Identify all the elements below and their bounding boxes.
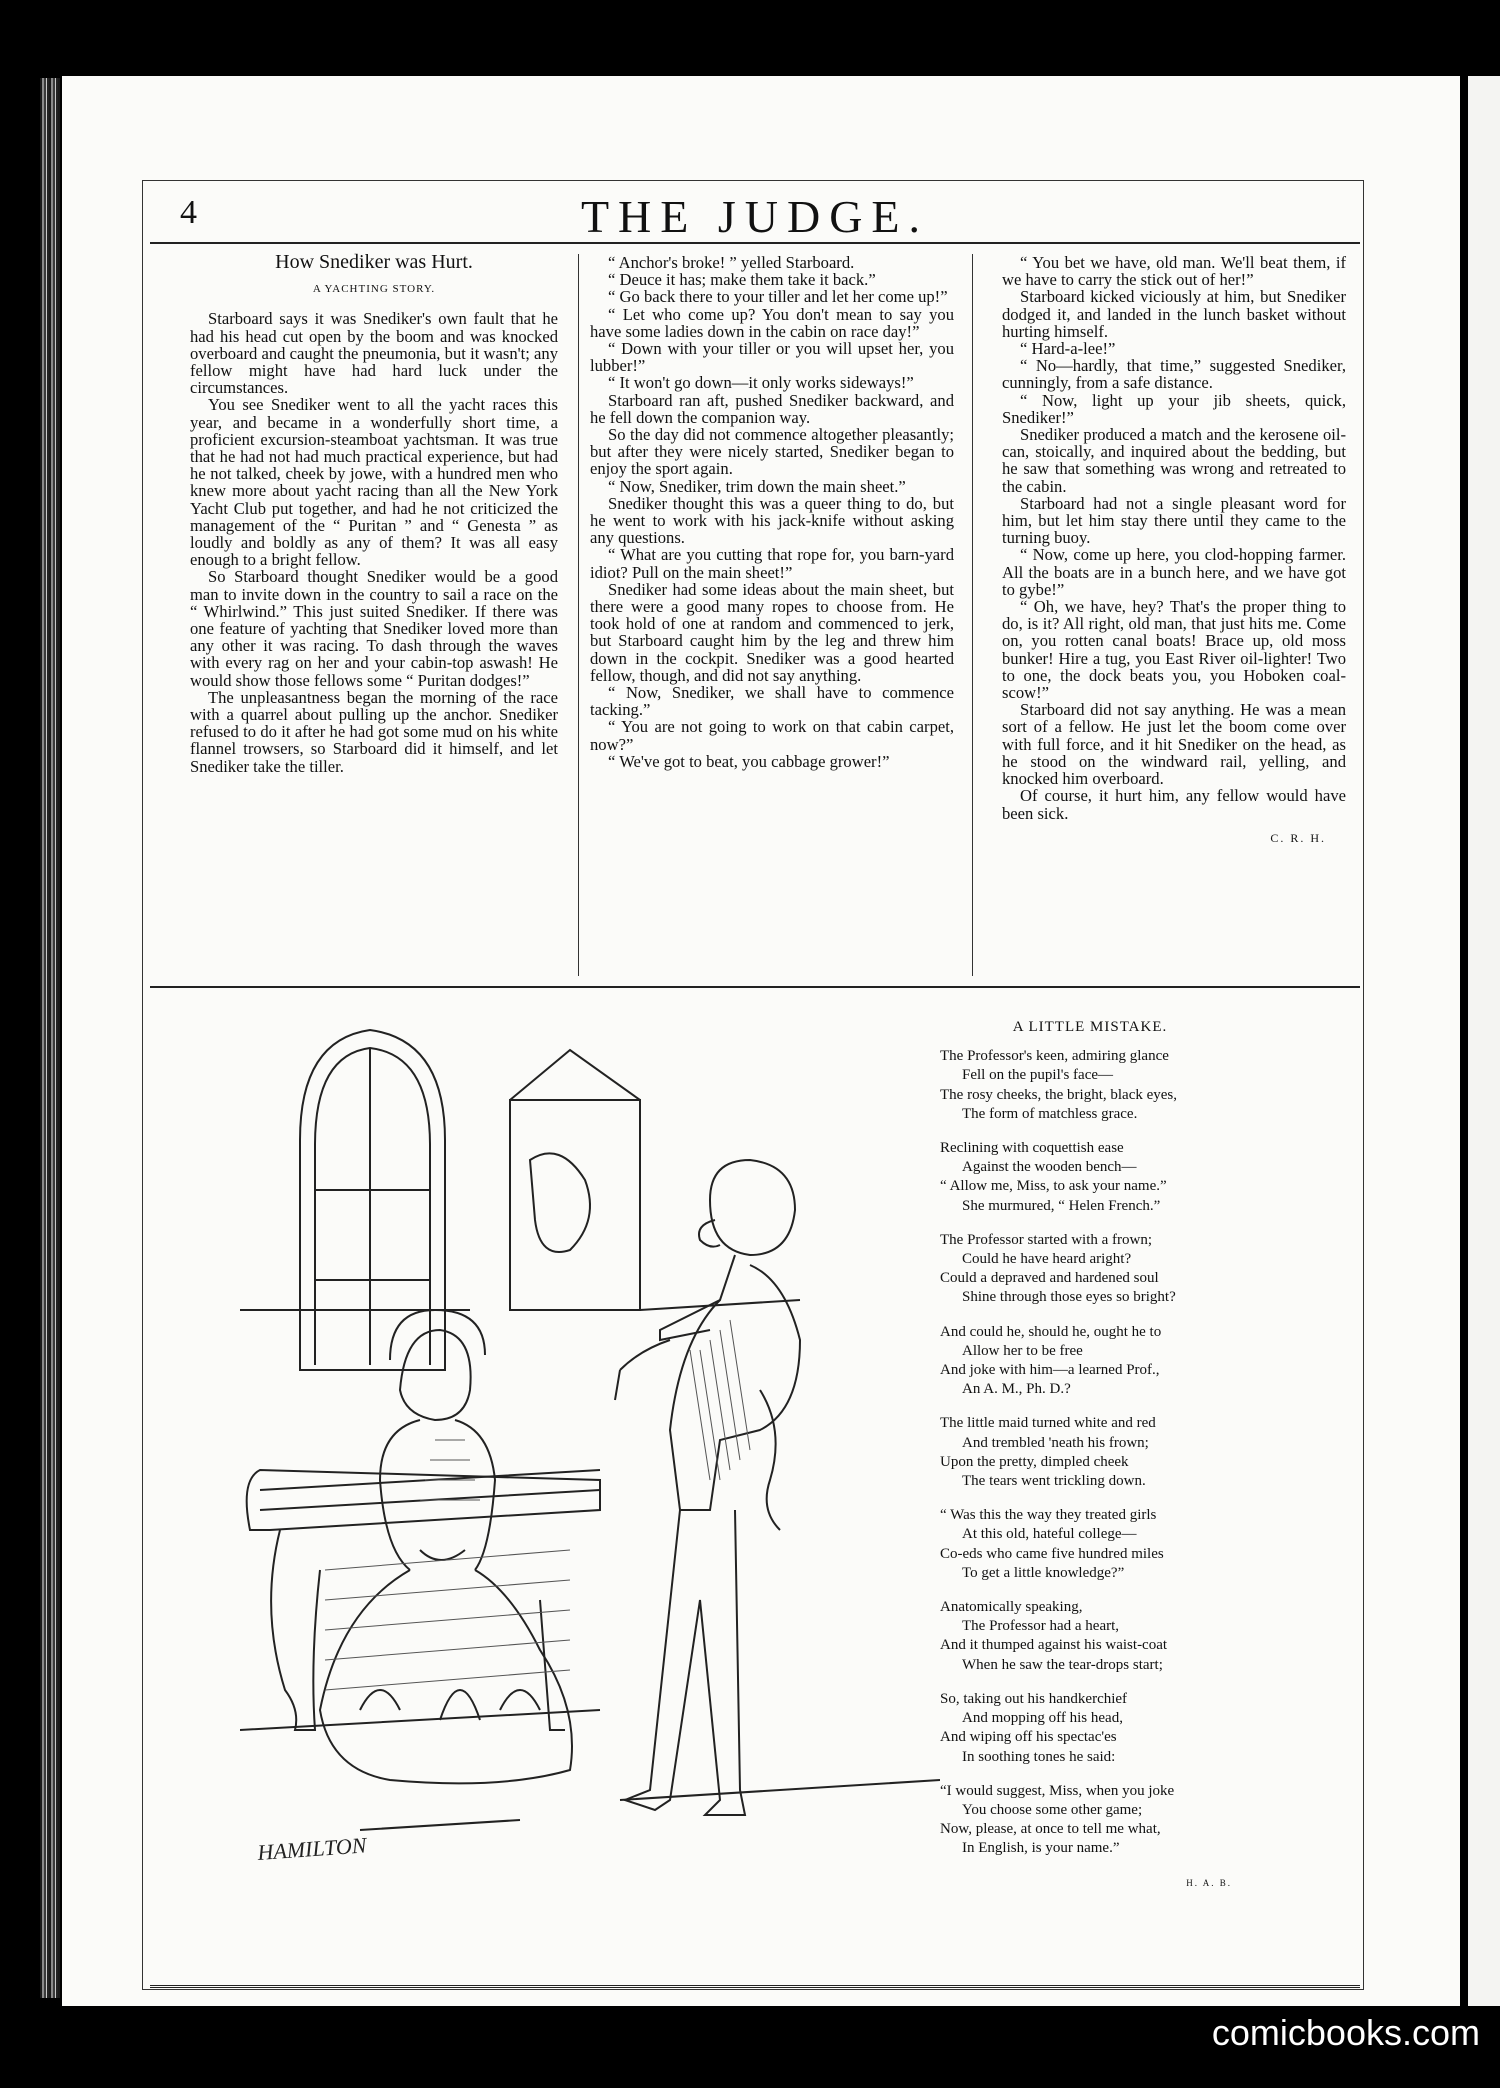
story-signature: C. R. H. [1270,830,1326,845]
poem-line: At this old, hateful college— [962,1526,1137,1543]
story-paragraph: “ No—hardly, that time,” suggested Snediker, cunningly, from a safe distance. [1002,356,1346,393]
section-rule [150,986,1360,988]
bottom-rule [150,1985,1360,1988]
story-paragraph: “ Deuce it has; make them take it back.” [608,270,876,290]
story-paragraph: “ Now, light up your jib sheets, quick, Snediker!” [1002,390,1346,427]
story-paragraph: Starboard kicked viciously at him, but Snediker dodged it, and landed in the lunch basket without hurting himself. [1002,287,1346,341]
story-paragraph: “ Go back there to your tiller and let her come up!” [608,287,948,307]
poem-line: Could he have heard aright? [962,1251,1132,1268]
poem-line: Reclining with coquettish ease [940,1140,1124,1157]
column-divider [578,254,579,976]
story-paragraph: Of course, it hurt him, any fellow would have been sick. [1002,786,1346,823]
poem-line: An A. M., Ph. D.? [962,1381,1071,1398]
poem-line: The Professor started with a frown; [940,1231,1153,1248]
newspaper-title: THE JUDGE. [580,191,930,242]
poem-stanza [940,1690,1240,1767]
poem-line: You choose some other game; [962,1801,1143,1818]
poem-line: Shine through those eyes so bright? [962,1289,1176,1306]
artist-signature: HAMILTON [256,1832,368,1865]
story-paragraph: “ Now, Snediker, trim down the main sheet.” [608,476,906,496]
watermark: comicbooks.com [1211,2012,1480,2053]
poem-line: Fell on the pupil's face— [962,1067,1114,1084]
poem-line: Upon the pretty, dimpled cheek [940,1453,1129,1470]
poem-line: Co-eds who came five hundred miles [940,1545,1164,1562]
story-column-3 [1002,254,1346,847]
poem-line: “ Allow me, Miss, to ask your name.” [940,1178,1167,1195]
story-paragraph: “ You are not going to work on that cabin carpet, now?” [590,717,954,754]
poem-line: Now, please, at once to tell me what, [940,1821,1161,1838]
poem-line: To get a little knowledge?” [962,1564,1125,1581]
story-paragraph: “ Now, Snediker, we shall have to commence tacking.” [590,683,954,720]
poem-line: In soothing tones he said: [962,1748,1116,1765]
poem-line: When he saw the tear-drops start; [962,1656,1163,1673]
poem-title: A LITTLE MISTAKE. [1012,1019,1168,1035]
poem-stanza [940,1139,1240,1216]
story-paragraph: “ Anchor's broke! ” yelled Starboard. [608,253,855,272]
illustration [240,1010,940,1880]
poem-stanza [940,1414,1240,1491]
story-paragraph: So Starboard thought Snediker would be a good man to invite down in the country to sail a race on the “ Whirlwind.” This just suited Snediker. If there was one feature of yachting that Snediker loved more than any other it was racing. To dash through the waves with every rag on her and your cabin-top aswash! He would show those fellows some “ Puritan dodges!” [190,567,558,690]
poem-stanza [940,1323,1240,1400]
poem-line: She murmured, “ Helen French.” [962,1197,1161,1214]
poem-line: “ Was this the way they treated girls [940,1507,1157,1524]
poem-line: The Professor's keen, admiring glance [940,1048,1169,1065]
book-spine [40,78,60,1998]
poem-stanza [940,1598,1240,1675]
story-title: How Snediker was Hurt. [275,251,473,273]
poem-line: And mopping off his head, [962,1710,1123,1727]
poem-stanza [940,1231,1240,1308]
story-column-1 [190,251,558,776]
poem-line: And it thumped against his waist-coat [940,1637,1168,1654]
poem-stanza [940,1782,1240,1859]
story-paragraph: “ Let who come up? You don't mean to say you have some ladies down in the cabin on race day!” [590,304,954,341]
poem-line: And could he, should he, ought he to [940,1323,1162,1340]
poem [940,1018,1240,1893]
poem-line: The form of matchless grace. [962,1105,1138,1122]
story-paragraph: So the day did not commence altogether pleasantly; but after they were nicely started, Snediker began to enjoy the sport again. [590,425,954,479]
poem-stanza [940,1047,1240,1124]
story-paragraph: The unpleasantness began the morning of the race with a quarrel about pulling up the anchor. Snediker refused to do it after he had got some mud on his white flannel trowsers, so Starboard did it himself, and let Snediker take the tiller. [190,687,558,776]
masthead-rule [150,242,1360,244]
story-paragraph: Starboard had not a single pleasant word for him, but let him stay there until they came to the turning buoy. [1002,493,1346,548]
poem-line: So, taking out his handkerchief [940,1690,1128,1707]
page-number: 4 [180,194,197,231]
adjacent-page-edge [1468,76,1500,2006]
story-paragraph: “ You bet we have, old man. We'll beat them, if we have to carry the stick out of her!” [1002,253,1346,290]
poem-line: Against the wooden bench— [962,1159,1137,1176]
story-paragraph: Starboard says it was Snediker's own fault that he had his head cut open by the boom and was knocked overboard and caught the pneumonia, but it wasn't; any fellow might have had hard luck under the circumstances. [190,309,558,398]
story-paragraph: Snediker produced a match and the kerosene oil-can, stoically, and inquired about the bedding, but he saw that something was wrong and retreated to the cabin. [1002,425,1346,496]
story-paragraph: “ It won't go down—it only works sideways!” [608,373,914,393]
story-paragraph: Starboard ran aft, pushed Snediker backward, and he fell down the companion way. [590,390,954,427]
story-paragraph: “ Oh, we have, hey? That's the proper thing to do, is it? All right, old man, that just hits me. Come on, you rotten canal boats! Brace up, old moss bunker! Hire a tug, you East River oil-lighter! Two to one, the dock beats you, you Hoboken coal-scow!” [1002,597,1346,703]
poem-signature: H. A. B. [1186,1877,1232,1888]
poem-line: And trembled 'neath his frown; [962,1434,1149,1451]
story-subtitle: A YACHTING STORY. [312,283,436,296]
story-paragraph: “ Down with your tiller or you will upset her, you lubber!” [590,339,954,376]
story-paragraph: “ Now, come up here, you clod-hopping farmer. All the boats are in a bunch here, and we have got to gybe!” [1002,545,1346,599]
poem-line: Could a depraved and hardened soul [940,1270,1159,1287]
poem-line: Allow her to be free [962,1342,1083,1359]
poem-line: “I would suggest, Miss, when you joke [940,1782,1175,1799]
poem-stanza [940,1506,1240,1583]
story-paragraph: You see Snediker went to all the yacht races this year, and became in a wonderfully short time, a proficient excursion-steamboat yachtsman. It was true that he had not had much practical experience, but had he not talked, cheek by jowe, with a hundred men who knew more about yacht racing than all the New York Yacht Club put together, and had he not criticized the management of the “ Puritan ” and “ Genesta ” as loudly and boldly as any of them? It was all easy enough to a bright fellow. [190,395,558,570]
story-paragraph: “ Hard-a-lee!” [1020,339,1116,359]
story-paragraph: “ What are you cutting that rope for, you barn-yard idiot? Pull on the main sheet!” [590,545,954,582]
poem-line: The rosy cheeks, the bright, black eyes, [940,1086,1178,1103]
story-paragraph: Snediker thought this was a queer thing to do, but he went to work with his jack-knife without asking any questions. [590,493,954,548]
masthead [150,188,1360,240]
poem-line: And wiping off his spectac'es [940,1729,1117,1746]
poem-line: And joke with him—a learned Prof., [940,1362,1160,1379]
story-paragraph: Starboard did not say anything. He was a mean sort of a fellow. He just let the boom come over with full force, and it hit Snediker on the head, as he stood on the windward rail, yelling, and knocked him overboard. [1002,700,1346,789]
story-paragraph: Snediker had some ideas about the main sheet, but there were a good many ropes to choose from. He took hold of one at random and commenced to jerk, but Starboard caught him by the leg and threw him down in the cockpit. Snediker was a good hearted fellow, though, and did not say anything. [590,579,954,685]
poem-line: Anatomically speaking, [940,1599,1083,1616]
poem-line: The Professor had a heart, [962,1618,1120,1635]
poem-line: The little maid turned white and red [940,1415,1156,1432]
story-column-2 [590,254,954,770]
column-divider [972,254,973,976]
story-paragraph: “ We've got to beat, you cabbage grower!” [608,751,890,771]
poem-line: The tears went trickling down. [962,1473,1146,1490]
poem-line: In English, is your name.” [962,1840,1120,1857]
